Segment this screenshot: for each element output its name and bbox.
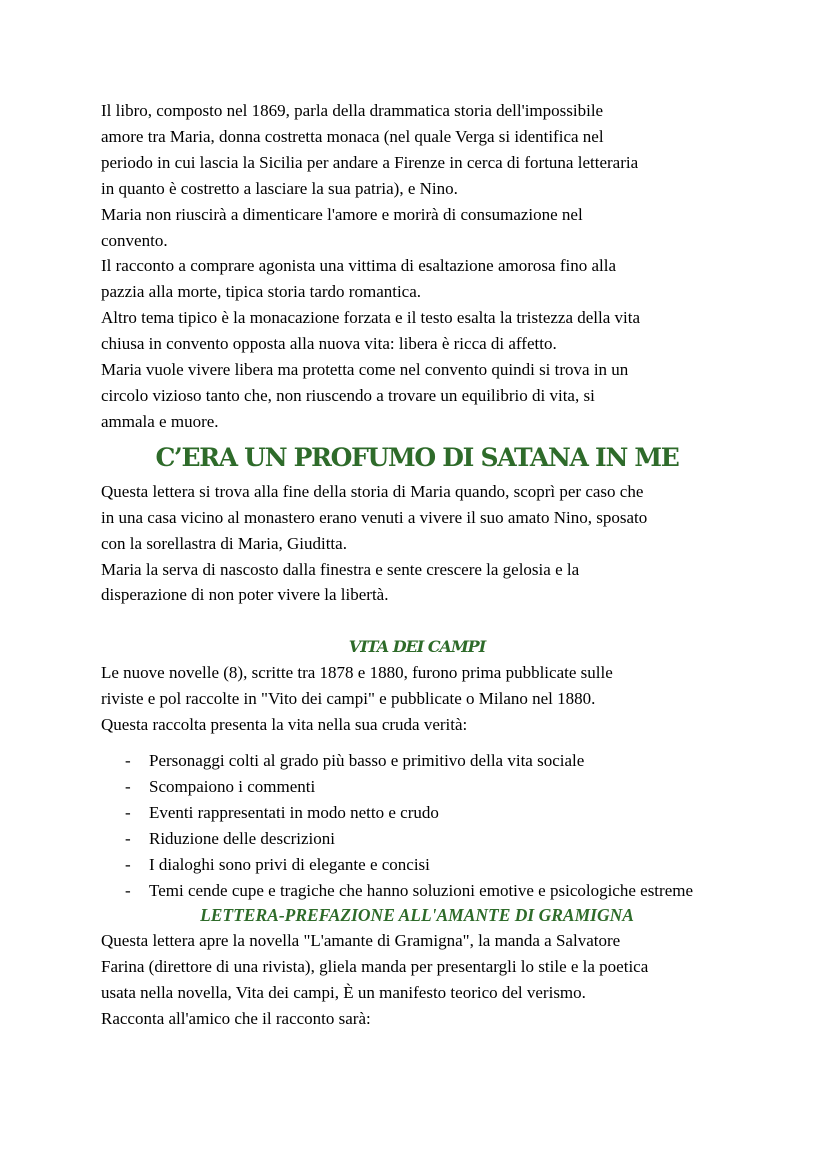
text-line: con la sorellastra di Maria, Giuditta. — [101, 533, 347, 553]
text-line: pazzia alla morte, tipica storia tardo romantica. — [101, 282, 422, 302]
text-line: Questa lettera apre la novella "L'amante di Gramigna", la manda a Salvatore — [101, 931, 621, 951]
text-line: usata nella novella, Vita dei campi, È un manifesto teorico del verismo. — [101, 983, 586, 1003]
dash-bullet: - — [125, 880, 131, 900]
list-item-text: Personaggi colti al grado più basso e primitivo della vita sociale — [149, 751, 585, 771]
list-item — [101, 852, 733, 878]
list-item — [101, 774, 733, 800]
section-title-lettera-prefazione: LETTERA-PREFAZIONE ALL'AMANTE DI GRAMIGNA — [200, 905, 634, 926]
text-line: Maria vuole vivere libera ma protetta come nel convento quindi si trova in un — [101, 360, 629, 380]
document-content — [101, 98, 733, 1032]
list-item — [101, 826, 733, 852]
text-line: convento. — [101, 230, 168, 250]
text-line: circolo vizioso tanto che, non riuscendo a trovare un equilibrio di vita, si — [101, 385, 595, 405]
section-title-vita-dei-campi: VITA DEI CAMPI — [348, 637, 486, 657]
text-line: Il racconto a comprare agonista una vittima di esaltazione amorosa fino alla — [101, 256, 616, 276]
text-line: Il libro, composto nel 1869, parla della drammatica storia dell'impossibile — [101, 101, 604, 120]
text-line: Le nuove novelle (8), scritte tra 1878 e 1880, furono prima pubblicate sulle — [101, 663, 613, 683]
list-item — [101, 800, 733, 826]
list-item-text: Scompaiono i commenti — [149, 776, 316, 796]
list-item-text: Temi cende cupe e tragiche che hanno soluzioni emotive e psicologiche estreme — [149, 880, 694, 900]
text-line: in quanto è costretto a lasciare la sua patria), e Nino. — [101, 178, 458, 198]
text-line: periodo in cui lascia la Sicilia per andare a Firenze in cerca di fortuna letteraria — [101, 152, 639, 172]
list-item-text: Riduzione delle descrizioni — [149, 828, 335, 848]
text-line: Maria non riuscirà a dimenticare l'amore e morirà di consumazione nel — [101, 204, 583, 224]
intro-paragraph — [101, 98, 733, 435]
text-line: Questa raccolta presenta la vita nella sua cruda verità: — [101, 715, 468, 735]
text-line: Questa lettera si trova alla fine della storia di Maria quando, scoprì per caso che — [101, 481, 644, 501]
text-line: Farina (direttore di una rivista), gliela manda per presentargli lo stile e la poetica — [101, 957, 649, 977]
lettera-paragraph — [101, 928, 733, 1032]
text-line: amore tra Maria, donna costretta monaca (nel quale Verga si identifica nel — [101, 126, 604, 146]
list-item — [101, 878, 733, 904]
list-item-text: Eventi rappresentati in modo netto e crudo — [149, 802, 439, 822]
satana-paragraph — [101, 479, 733, 609]
text-line: in una casa vicino al monastero erano venuti a vivere il suo amato Nino, sposato — [101, 507, 648, 527]
dash-bullet: - — [125, 802, 131, 822]
dash-bullet: - — [125, 776, 131, 796]
text-line: Altro tema tipico è la monacazione forzata e il testo esalta la tristezza della vita — [101, 308, 641, 328]
features-list — [101, 748, 733, 903]
text-line: ammala e muore. — [101, 411, 219, 431]
dash-bullet: - — [125, 751, 131, 771]
dash-bullet: - — [125, 854, 131, 874]
text-line: riviste e pol raccolte in "Vito dei campi" e pubblicate o Milano nel 1880. — [101, 689, 596, 709]
text-line: Maria la serva di nascosto dalla finestra e sente crescere la gelosia e la — [101, 559, 580, 579]
vita-paragraph — [101, 660, 733, 738]
text-line: Racconta all'amico che il racconto sarà: — [101, 1009, 371, 1029]
list-item — [101, 748, 733, 774]
text-line: disperazione di non poter vivere la libertà. — [101, 585, 389, 605]
section-title-satana: C’ERA UN PROFUMO DI SATANA IN ME — [155, 442, 679, 472]
list-item-text: I dialoghi sono privi di elegante e concisi — [149, 854, 430, 874]
dash-bullet: - — [125, 828, 131, 848]
text-line: chiusa in convento opposta alla nuova vita: libera è ricca di affetto. — [101, 334, 557, 354]
